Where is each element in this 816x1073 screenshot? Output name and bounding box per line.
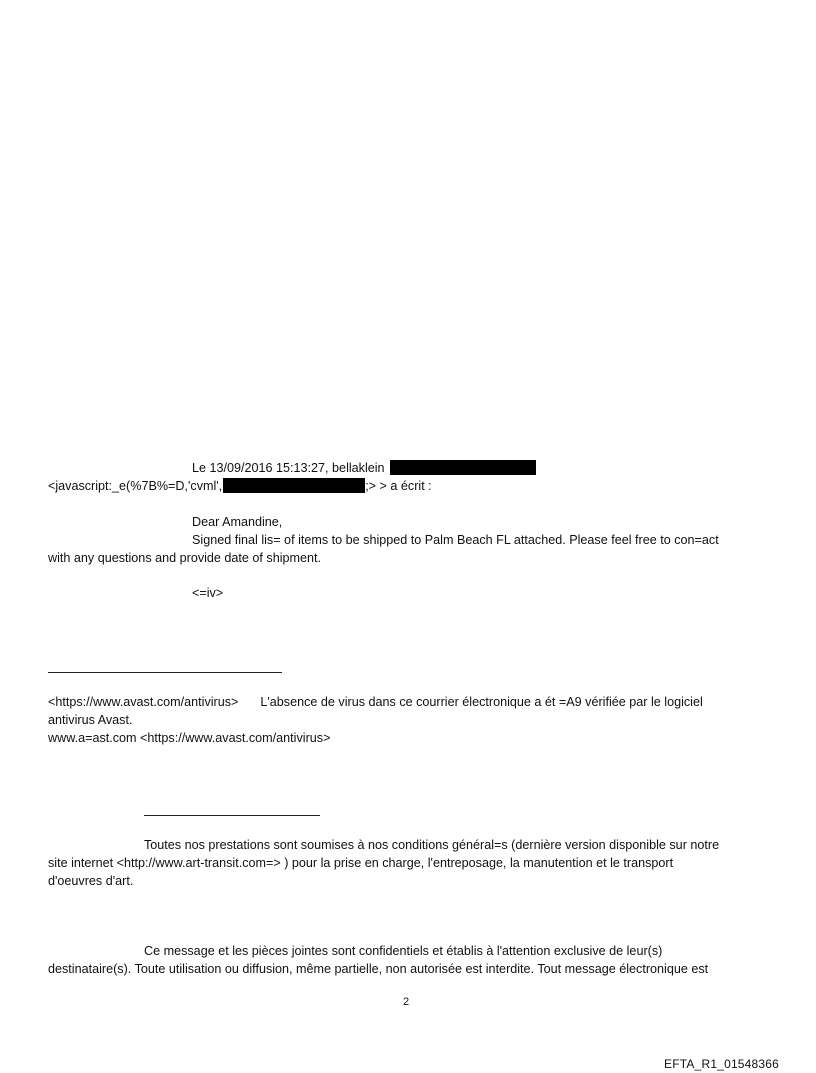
quote-header-wrote: ;> > a écrit : [365,479,432,493]
message-line-2: with any questions and provide date of shipment. [48,551,322,565]
div-tag: <=iv> [192,586,224,600]
quote-header-line-2 [48,478,432,494]
redaction-email-1 [390,460,536,475]
page-number: 2 [403,996,410,1008]
conditions-line-3: d'oeuvres d'art. [48,874,134,888]
confidentiality-line-1: Ce message et les pièces jointes sont confidentiels et établis à l'attention exclusive de leur(s) [144,944,663,958]
conditions-line-2: site internet <http://www.art-transit.com=> ) pour la prise en charge, l'entreposage, la manutention et le transport [48,856,674,870]
greeting: Dear Amandine, [192,515,283,529]
antivirus-line-2: antivirus Avast. [48,713,133,727]
separator-rule-2 [144,815,320,816]
conditions-line-1: Toutes nos prestations sont soumises à nos conditions général=s (dernière version disponible sur notre [144,838,720,852]
antivirus-line-3: www.a=ast.com <https://www.avast.com/antivirus> [48,731,331,745]
confidentiality-line-2: destinataire(s). Toute utilisation ou diffusion, même partielle, non autorisée est interdite. Tout message électronique est [48,962,709,976]
antivirus-line-1 [48,695,703,710]
bates-number: EFTA_R1_01548366 [664,1057,780,1071]
quote-header-line-1 [192,460,536,476]
antivirus-link: <https://www.avast.com/antivirus> [48,695,239,709]
quote-header-javascript-link: <javascript:_e(%7B%=D,'cvml', [48,479,223,493]
redaction-email-2 [223,478,365,493]
antivirus-text: L'absence de virus dans ce courrier électronique a ét =A9 vérifiée par le logiciel [260,695,703,709]
separator-rule-1 [48,672,282,673]
quote-header-date-author: Le 13/09/2016 15:13:27, bellaklein [192,461,385,475]
message-line-1: Signed final lis= of items to be shipped to Palm Beach FL attached. Please feel free to con=act [192,533,719,547]
